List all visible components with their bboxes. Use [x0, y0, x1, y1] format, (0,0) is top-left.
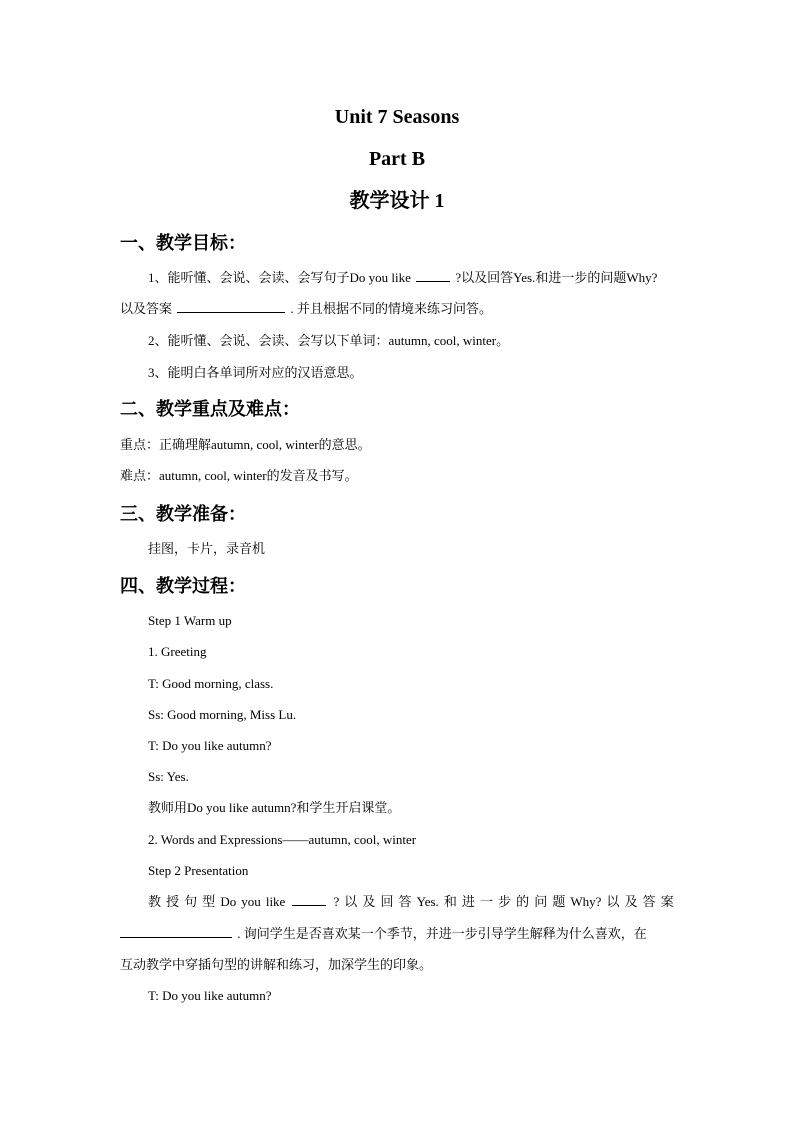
word: 授	[166, 894, 180, 909]
word: 问	[534, 894, 548, 909]
section-heading-goals: 一、教学目标：	[120, 233, 246, 253]
goal-3: 3、能明白各单词所对应的汉语意思。	[148, 365, 363, 380]
word: 和	[443, 894, 457, 909]
word: 教	[148, 894, 162, 909]
process-line: 教师用Do you like autumn?和学生开启课堂。	[148, 800, 401, 815]
word: 回	[380, 894, 394, 909]
answer-blank	[177, 300, 285, 313]
section-heading-process: 四、教学过程：	[120, 576, 246, 596]
goal-1-line-1	[148, 269, 657, 287]
word: Why?	[570, 894, 602, 909]
word: you	[241, 894, 261, 909]
presentation-paragraph-line-3: 互动教学中穿插句型的讲解和练习，加深学生的印象。	[120, 957, 433, 972]
process-line: T: Do you like autumn?	[148, 988, 272, 1003]
word: 步	[498, 894, 512, 909]
key-point: 重点：正确理解autumn, cool, winter的意思。	[120, 437, 371, 452]
word: 以	[606, 894, 620, 909]
process-line: Ss: Yes.	[148, 769, 189, 784]
word: 及	[624, 894, 638, 909]
process-line: T: Good morning, class.	[148, 676, 274, 691]
process-line: T: Do you like autumn?	[148, 738, 272, 753]
part-title: Part B	[368, 148, 426, 170]
answer-blank	[416, 269, 450, 282]
goal-2: 2、能听懂、会说、会读、会写以下单词：autumn, cool, winter。	[148, 333, 510, 348]
word: 型	[202, 894, 216, 909]
presentation-paragraph-line-1	[148, 893, 674, 911]
prep-items: 挂图，卡片，录音机	[148, 541, 266, 556]
difficult-point: 难点：autumn, cool, winter的发音及书写。	[120, 468, 358, 483]
word: Yes.	[416, 894, 439, 909]
design-title: 教学设计 1	[349, 190, 445, 212]
word: 答	[398, 894, 412, 909]
process-line: Ss: Good morning, Miss Lu.	[148, 707, 297, 722]
process-line: 2. Words and Expressions——autumn, cool, winter	[148, 832, 417, 847]
goal-1-text-b: ?以及回答Yes.和进一步的问题Why?	[455, 270, 658, 285]
section-heading-keypoints: 二、教学重点及难点：	[120, 399, 300, 419]
presentation-paragraph-line-2	[120, 925, 647, 943]
unit-title: Unit 7 Seasons	[334, 106, 460, 128]
word: 以	[344, 894, 358, 909]
word: 答	[642, 894, 656, 909]
word: 案	[660, 894, 674, 909]
process-line: Step 1 Warm up	[148, 613, 232, 628]
word: 进	[461, 894, 475, 909]
answer-blank	[292, 893, 326, 906]
section-heading-prep: 三、教学准备：	[120, 504, 246, 524]
word: like	[265, 894, 286, 909]
word: ?	[333, 894, 340, 909]
word: Do	[220, 894, 237, 909]
answer-blank	[120, 925, 232, 938]
word: 的	[516, 894, 530, 909]
paragraph-text: . 询问学生是否喜欢某一个季节，并进一步引导学生解释为什么喜欢，在	[237, 926, 647, 941]
word: 题	[552, 894, 566, 909]
word: 句	[184, 894, 198, 909]
goal-1-text-c: 以及答案	[120, 301, 173, 316]
goal-1-text-a: 1、能听懂、会说、会读、会写句子Do you like	[148, 270, 411, 285]
word: 及	[362, 894, 376, 909]
goal-1-line-2	[120, 300, 492, 318]
word: 一	[480, 894, 494, 909]
goal-1-text-d: . 并且根据不同的情境来练习问答。	[290, 301, 493, 316]
process-line: 1. Greeting	[148, 644, 207, 659]
process-line: Step 2 Presentation	[148, 863, 249, 878]
